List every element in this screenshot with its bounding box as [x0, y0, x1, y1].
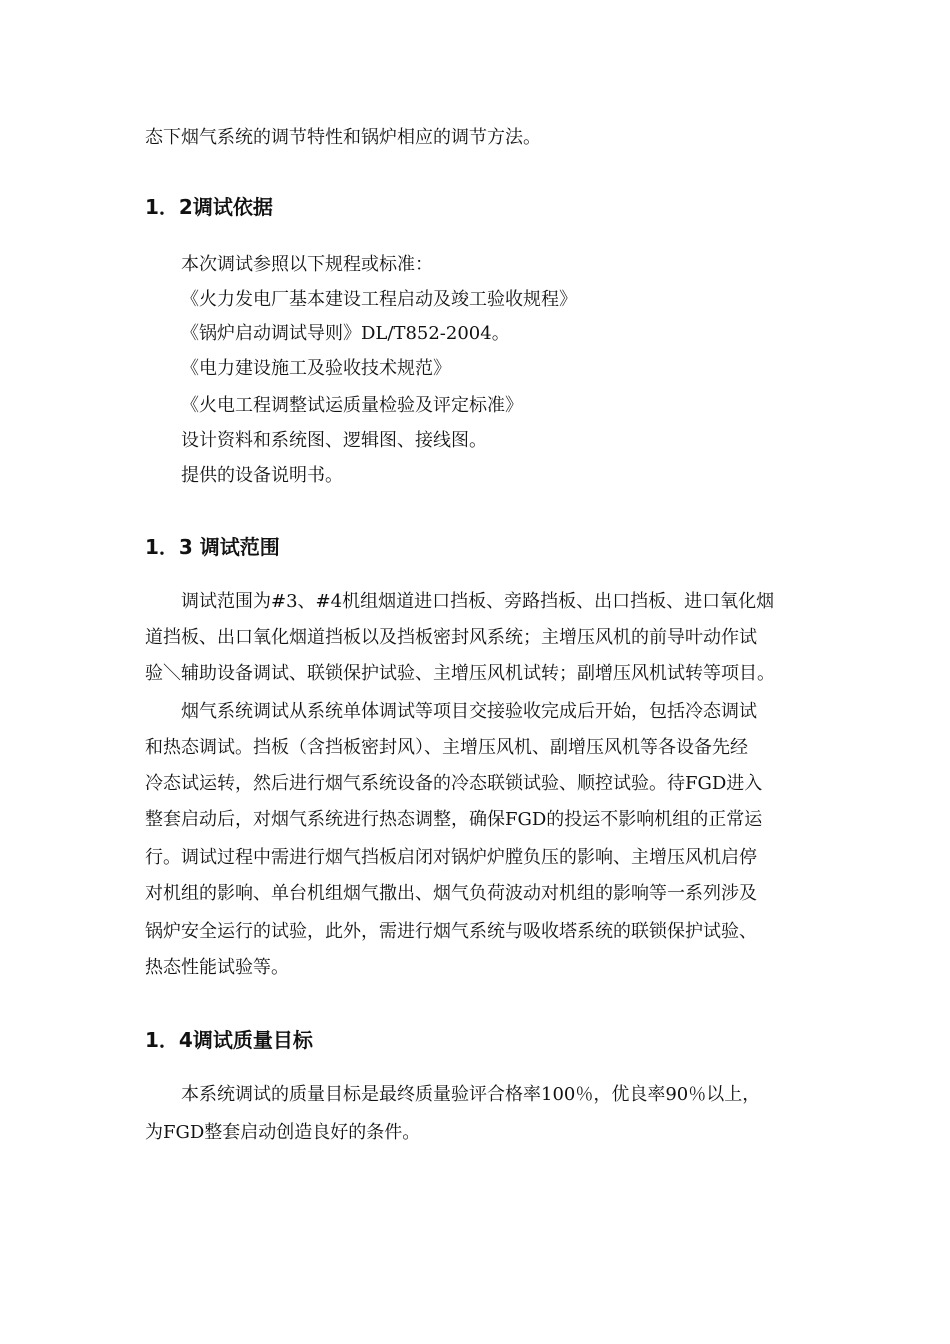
section-heading-1-4: 1．4调试质量目标 — [145, 1028, 313, 1052]
section-heading-1-3: 1．3 调试范围 — [145, 535, 280, 559]
process-paragraph-line: 烟气系统调试从系统单体调试等项目交接验收完成后开始，包括冷态调试 — [181, 701, 757, 722]
basis-item: 《锅炉启动调试导则》DL/T852-2004。 — [181, 323, 510, 344]
process-paragraph-line: 冷态试运转，然后进行烟气系统设备的冷态联锁试验、顺控试验。待FGD进入 — [145, 773, 763, 794]
process-paragraph-line: 行。调试过程中需进行烟气挡板启闭对锅炉炉膛负压的影响、主增压风机启停 — [145, 847, 757, 868]
process-paragraph-line: 对机组的影响、单台机组烟气撒出、烟气负荷波动对机组的影响等一系列涉及 — [145, 883, 757, 904]
basis-item: 《火力发电厂基本建设工程启动及竣工验收规程》 — [181, 289, 577, 310]
section-heading-1-2: 1．2调试依据 — [145, 195, 273, 219]
basis-line-intro: 本次调试参照以下规程或标准： — [181, 254, 433, 275]
basis-item: 提供的设备说明书。 — [181, 465, 343, 486]
basis-item: 设计资料和系统图、逻辑图、接线图。 — [181, 430, 487, 451]
process-paragraph-line: 热态性能试验等。 — [145, 957, 289, 978]
intro-continuation: 态下烟气系统的调节特性和锅炉相应的调节方法。 — [145, 127, 541, 148]
quality-paragraph-line: 为FGD整套启动创造良好的条件。 — [145, 1122, 421, 1143]
process-paragraph-line: 锅炉安全运行的试验，此外，需进行烟气系统与吸收塔系统的联锁保护试验、 — [145, 921, 757, 942]
scope-paragraph-line: 验＼辅助设备调试、联锁保护试验、主增压风机试转；副增压风机试转等项目。 — [145, 663, 775, 684]
basis-item: 《电力建设施工及验收技术规范》 — [181, 358, 451, 379]
process-paragraph-line: 和热态调试。挡板（含挡板密封风）、主增压风机、副增压风机等各设备先经 — [145, 737, 748, 758]
scope-paragraph-line: 调试范围为#3、#4机组烟道进口挡板、旁路挡板、出口挡板、进口氧化烟 — [181, 591, 775, 612]
process-paragraph-line: 整套启动后，对烟气系统进行热态调整，确保FGD的投运不影响机组的正常运 — [145, 809, 763, 830]
quality-paragraph-line: 本系统调试的质量目标是最终质量验评合格率100％，优良率90％以上， — [181, 1084, 761, 1105]
basis-item: 《火电工程调整试运质量检验及评定标准》 — [181, 395, 523, 416]
scope-paragraph-line: 道挡板、出口氧化烟道挡板以及挡板密封风系统；主增压风机的前导叶动作试 — [145, 627, 757, 648]
